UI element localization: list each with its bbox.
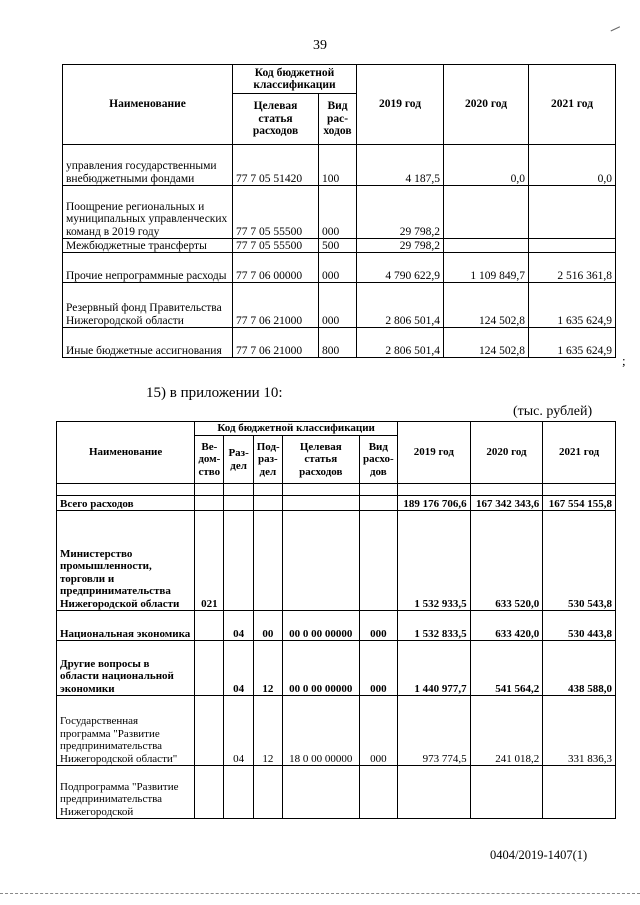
row-2019: 2 806 501,4: [357, 283, 444, 328]
row-expense-type: 000: [359, 611, 397, 641]
row-name: Всего расходов: [57, 496, 195, 511]
row-name: управления государственными внебюджетными фондами: [63, 145, 233, 186]
row-subsection: 00: [253, 611, 282, 641]
row-expense-type: [359, 766, 397, 819]
row-2020: 124 502,8: [444, 283, 529, 328]
header-code-group: Код бюджетной классификации: [195, 422, 398, 436]
document-code: 0404/2019-1407(1): [490, 848, 588, 862]
row-target-article: [282, 496, 359, 511]
row-2021: 0,0: [529, 145, 616, 186]
row-2019: 1 532 933,5: [398, 511, 471, 611]
row-section: [224, 766, 253, 819]
row-2021: 331 836,3: [543, 696, 616, 766]
row-department: 021: [195, 511, 224, 611]
row-name: Межбюджетные трансферты: [63, 239, 233, 253]
row-expense-type: 800: [319, 328, 357, 358]
table-row: [63, 239, 616, 253]
row-department: [195, 496, 224, 511]
row-2020: 241 018,2: [470, 696, 543, 766]
row-2019: 4 790 622,9: [357, 253, 444, 283]
table-row: [57, 511, 616, 611]
row-2021: [529, 239, 616, 253]
header-2019: 2019 год: [357, 65, 444, 145]
row-2021: 530 443,8: [543, 611, 616, 641]
appendix-10-table: [56, 421, 616, 819]
budget-table-continued: [62, 64, 616, 358]
header-name: Наименование: [63, 65, 233, 145]
row-2021: 2 516 361,8: [529, 253, 616, 283]
row-name: Государственная программа "Развитие предпринимательства Нижегородской области": [57, 696, 195, 766]
units-label: (тыс. рублей): [513, 404, 593, 419]
header-department: Ве-дом-ство: [195, 436, 224, 484]
table-row: [57, 496, 616, 511]
row-2020: 633 420,0: [470, 611, 543, 641]
row-2021: 438 588,0: [543, 641, 616, 696]
row-2019: 2 806 501,4: [357, 328, 444, 358]
row-name: Подпрограмма "Развитие предпринимательства Нижегородской: [57, 766, 195, 819]
row-2019: 189 176 706,6: [398, 496, 471, 511]
row-name: Другие вопросы в области национальной экономики: [57, 641, 195, 696]
row-expense-type: [359, 511, 397, 611]
row-target-article: [282, 766, 359, 819]
row-expense-type: 000: [359, 696, 397, 766]
row-2021: 530 543,8: [543, 511, 616, 611]
header-2021: 2021 год: [543, 422, 616, 484]
row-2019: 1 440 977,7: [398, 641, 471, 696]
row-2021: [529, 186, 616, 239]
row-name: Национальная экономика: [57, 611, 195, 641]
header-target-article: Целевая статья расходов: [233, 94, 319, 145]
row-2019: [398, 766, 471, 819]
row-name: Иные бюджетные ассигнования: [63, 328, 233, 358]
row-section: 04: [224, 611, 253, 641]
row-2020: [470, 766, 543, 819]
row-name: Поощрение региональных и муниципальных управленческих команд в 2019 году: [63, 186, 233, 239]
table-row: [63, 186, 616, 239]
row-target-article: 00 0 00 00000: [282, 611, 359, 641]
row-subsection: [253, 496, 282, 511]
row-section: 04: [224, 641, 253, 696]
scan-edge-line: [0, 893, 640, 894]
header-section: Раз-дел: [224, 436, 253, 484]
table-row: [57, 696, 616, 766]
header-2020: 2020 год: [444, 65, 529, 145]
header-target-article: Целевая статья расходов: [282, 436, 359, 484]
row-2019: 29 798,2: [357, 186, 444, 239]
row-department: [195, 696, 224, 766]
row-2021: 167 554 155,8: [543, 496, 616, 511]
row-target-article: 77 7 05 55500: [233, 239, 319, 253]
row-expense-type: 000: [359, 641, 397, 696]
row-target-article: [282, 511, 359, 611]
table-row: [57, 766, 616, 819]
row-department: [195, 641, 224, 696]
table-row: [63, 253, 616, 283]
table-row: [57, 611, 616, 641]
header-expense-type: Вид рас-ходов: [319, 94, 357, 145]
row-2019: 1 532 833,5: [398, 611, 471, 641]
row-expense-type: 500: [319, 239, 357, 253]
table-row: [57, 641, 616, 696]
row-target-article: 77 7 06 21000: [233, 328, 319, 358]
header-name: Наименование: [57, 422, 195, 484]
row-target-article: 77 7 05 51420: [233, 145, 319, 186]
row-2021: 1 635 624,9: [529, 328, 616, 358]
row-name: Прочие непрограммные расходы: [63, 253, 233, 283]
row-section: [224, 511, 253, 611]
table-row: [63, 145, 616, 186]
row-2020: [444, 186, 529, 239]
row-expense-type: 000: [319, 253, 357, 283]
row-name: Резервный фонд Правительства Нижегородской области: [63, 283, 233, 328]
row-department: [195, 611, 224, 641]
table-row: [63, 283, 616, 328]
row-2020: [444, 239, 529, 253]
row-2020: 1 109 849,7: [444, 253, 529, 283]
header-2019: 2019 год: [398, 422, 471, 484]
row-expense-type: 000: [319, 186, 357, 239]
header-subsection: Под-раз-дел: [253, 436, 282, 484]
row-2020: 124 502,8: [444, 328, 529, 358]
section-title: 15) в приложении 10:: [146, 385, 283, 401]
row-2021: 1 635 624,9: [529, 283, 616, 328]
header-2021: 2021 год: [529, 65, 616, 145]
row-subsection: [253, 511, 282, 611]
row-2020: 167 342 343,6: [470, 496, 543, 511]
row-2019: 4 187,5: [357, 145, 444, 186]
row-expense-type: 100: [319, 145, 357, 186]
header-code-group: Код бюджетной классификации: [233, 65, 357, 94]
row-expense-type: [359, 496, 397, 511]
row-target-article: 77 7 06 00000: [233, 253, 319, 283]
row-expense-type: 000: [319, 283, 357, 328]
row-section: [224, 496, 253, 511]
header-2020: 2020 год: [470, 422, 543, 484]
trailing-semicolon: ;: [622, 353, 626, 368]
page-number: 39: [313, 38, 327, 53]
row-2021: [543, 766, 616, 819]
header-expense-type: Вид расхо-дов: [359, 436, 397, 484]
scan-mark: [611, 26, 624, 38]
row-target-article: 77 7 06 21000: [233, 283, 319, 328]
row-2019: 29 798,2: [357, 239, 444, 253]
row-target-article: 00 0 00 00000: [282, 641, 359, 696]
table-row: [63, 328, 616, 358]
row-subsection: 12: [253, 696, 282, 766]
row-department: [195, 766, 224, 819]
row-name: Министерство промышленности, торговли и предпринимательства Нижегородской области: [57, 511, 195, 611]
row-2020: 633 520,0: [470, 511, 543, 611]
row-target-article: 18 0 00 00000: [282, 696, 359, 766]
row-subsection: 12: [253, 641, 282, 696]
row-2020: 541 564,2: [470, 641, 543, 696]
row-section: 04: [224, 696, 253, 766]
row-subsection: [253, 766, 282, 819]
row-target-article: 77 7 05 55500: [233, 186, 319, 239]
row-2020: 0,0: [444, 145, 529, 186]
row-2019: 973 774,5: [398, 696, 471, 766]
